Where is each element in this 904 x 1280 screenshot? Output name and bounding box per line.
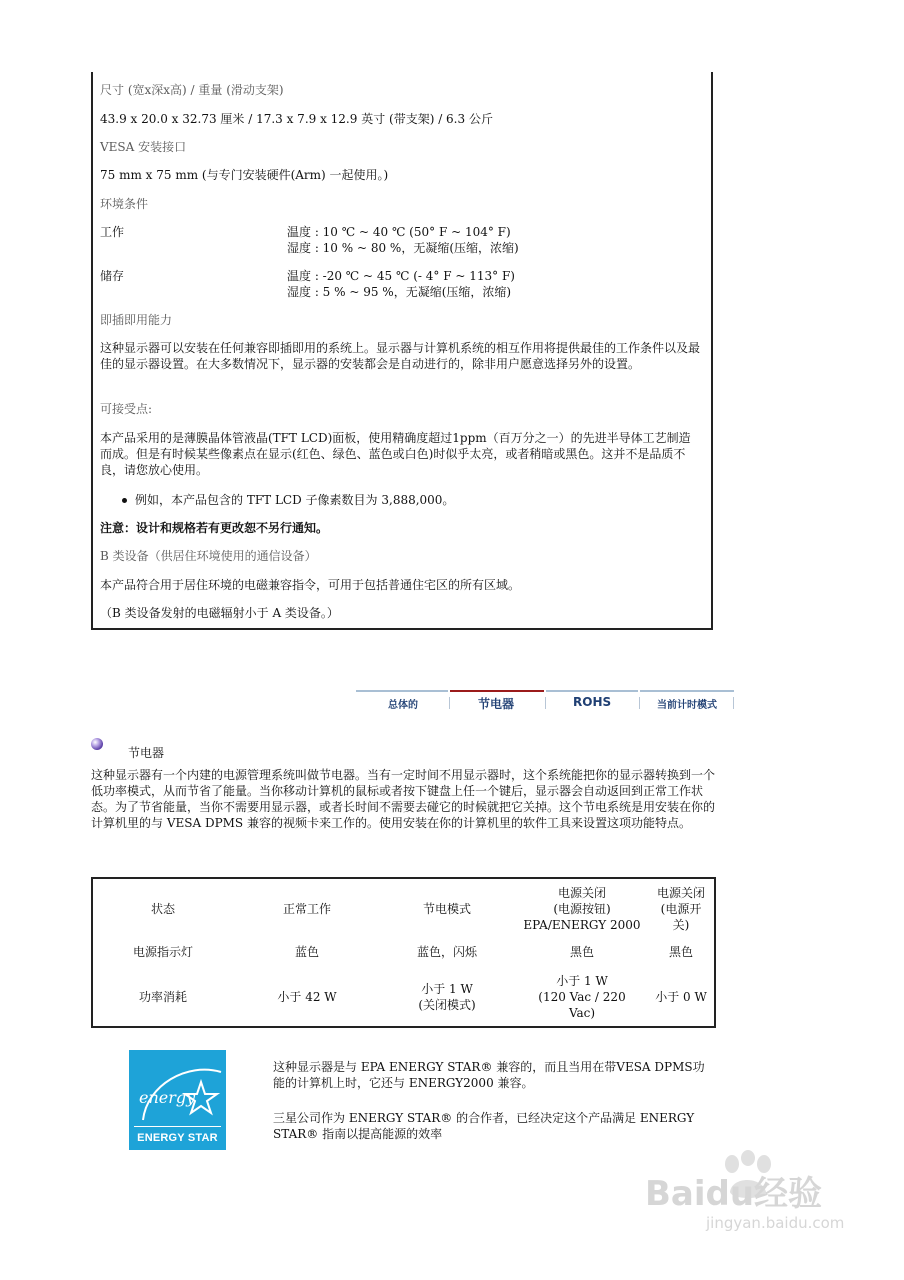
table-cell-indicator-label: 电源指示灯 [132, 945, 193, 959]
environment-label: 环境条件 [100, 197, 149, 211]
table-cell-consumption-normal: 小于 42 W [277, 990, 337, 1004]
watermark-brand: Baidu经验 [645, 1174, 823, 1214]
tab-separator [545, 697, 546, 709]
table-cell-indicator-off-switch: 黑色 [668, 945, 693, 959]
table-cell-consumption-off-switch: 小于 0 W [655, 990, 707, 1004]
notice-text: 注意：设计和规格若有更改恕不另行通知。 [100, 521, 329, 535]
energy-star-paragraph-2: 三星公司作为 ENERGY STAR® 的合作者，已经决定这个产品满足 ENERGY STAR® 指南以提高能源的效率 [273, 1111, 695, 1141]
table-cell-indicator-normal: 蓝色 [294, 945, 319, 959]
table-cell-consumption-off-button: 小于 1 W (120 Vac / 220 Vac) [538, 974, 626, 1020]
tab-underline [640, 690, 734, 692]
logo-divider [134, 1126, 221, 1127]
watermark-url: jingyan.baidu.com [706, 1214, 845, 1232]
power-saver-intro: 这种显示器有一个内建的电源管理系统叫做节电器。当有一定时间不用显示器时，这个系统能把你的显示器转换到一个低功率模式，从而节省了能量。当你移动计算机的鼠标或者按下键盘上任一个键后，显示器会自动返回到正常工作状态。为了节省能量，当你不需要用显示器，或者长时间不需要去碰它的时候就把它关掉。这个节电系统是用安装在你的计算机里的与 VESA DPMS 兼容的视频卡来工作的。使用安装在你的计算机里的软件工具来设置这项功能特点。 [91, 768, 716, 830]
table-header-power-saving: 节电模式 [422, 902, 471, 916]
operating-label: 工作 [100, 225, 125, 239]
acceptable-pixels-label: 可接受点: [100, 402, 153, 416]
class-b-note: （B 类设备发射的电磁辐射小于 A 类设备。） [100, 606, 339, 620]
table-cell-indicator-off-button: 黑色 [569, 945, 594, 959]
tab-rohs[interactable]: ROHS [573, 695, 612, 709]
table-cell-consumption-label: 功率消耗 [138, 990, 187, 1004]
subpixel-count-bullet: 例如，本产品包含的 TFT LCD 子像素数目为 3,888,000。 [135, 493, 455, 507]
tab-underline-active [450, 690, 544, 692]
bullet-dot [122, 498, 127, 503]
storage-temperature: 温度 : -20 ℃ ~ 45 ℃ (- 4° F ~ 113° F) [287, 269, 515, 283]
vesa-label: VESA 安装接口 [100, 140, 187, 154]
table-cell-indicator-saving: 蓝色，闪烁 [416, 945, 477, 959]
acceptable-pixels-text: 本产品采用的是薄膜晶体管液晶(TFT LCD)面板，使用精确度超过1ppm（百万分之一）的先进半导体工艺制造而成。但是有时候某些像素点在显示(红色、绿色、蓝色或白色)时似乎太亮，或者稍暗或黑色。这并不是品质不良，请您放心使用。 [100, 431, 691, 477]
storage-humidity: 湿度 : 5 % ~ 95 %，无凝缩(压缩，浓缩) [287, 285, 512, 299]
tab-power-saver[interactable]: 节电器 [478, 697, 515, 711]
energy-star-logo [129, 1050, 226, 1150]
class-b-text: 本产品符合用于居住环境的电磁兼容指令，可用于包括普通住宅区的所有区域。 [100, 578, 521, 592]
table-header-power-off-switch: 电源关闭 (电源开 关) [656, 886, 705, 932]
tab-preset-timing-modes[interactable]: 当前计时模式 [657, 700, 717, 711]
tab-underline [546, 690, 638, 692]
table-cell-consumption-saving: 小于 1 W (关闭模式) [418, 982, 476, 1012]
table-header-normal: 正常工作 [282, 902, 331, 916]
energy-script-text: energy [139, 1088, 196, 1107]
table-header-state: 状态 [150, 902, 175, 916]
storage-label: 储存 [100, 269, 125, 283]
tab-separator [733, 697, 734, 709]
class-b-label: B 类设备（供居住环境使用的通信设备） [100, 549, 317, 563]
section-tab-bar [356, 690, 734, 714]
plug-and-play-text: 这种显示器可以安装在任何兼容即插即用的系统上。显示器与计算机系统的相互作用将提供最佳的工作条件以及最佳的显示器设置。在大多数情况下，显示器的安装都会是自动进行的，除非用户愿意选择另外的设置。 [100, 341, 701, 371]
energy-star-paragraph-1: 这种显示器是与 EPA ENERGY STAR® 兼容的，而且当用在带VESA DPMS功能的计算机上时，它还与 ENERGY2000 兼容。 [273, 1060, 705, 1090]
operating-humidity: 湿度 : 10 % ~ 80 %，无凝缩(压缩，浓缩) [287, 241, 519, 255]
power-saver-title: 节电器 [128, 746, 165, 760]
energy-star-logo-text: ENERGY STAR [137, 1132, 218, 1144]
tab-separator [639, 697, 640, 709]
table-header-power-off-button: 电源关闭 (电源按钮) EPA/ENERGY 2000 [523, 886, 641, 932]
specifications-panel [91, 72, 713, 630]
vesa-value: 75 mm x 75 mm (与专门安装硬件(Arm) 一起使用。) [100, 168, 389, 182]
tab-underline [356, 690, 448, 692]
dimensions-label: 尺寸 (宽x深x高) / 重量 (滑动支架) [100, 83, 284, 97]
tab-separator [449, 697, 450, 709]
section-bullet-icon [90, 737, 104, 751]
plug-and-play-label: 即插即用能力 [100, 313, 173, 327]
dimensions-value: 43.9 x 20.0 x 32.73 厘米 / 17.3 x 7.9 x 12.9 英寸 (带支架) / 6.3 公斤 [100, 112, 493, 126]
tab-general[interactable]: 总体的 [388, 700, 418, 711]
power-management-table [91, 877, 716, 1028]
operating-temperature: 温度 : 10 ℃ ~ 40 ℃ (50° F ~ 104° F) [287, 225, 511, 239]
